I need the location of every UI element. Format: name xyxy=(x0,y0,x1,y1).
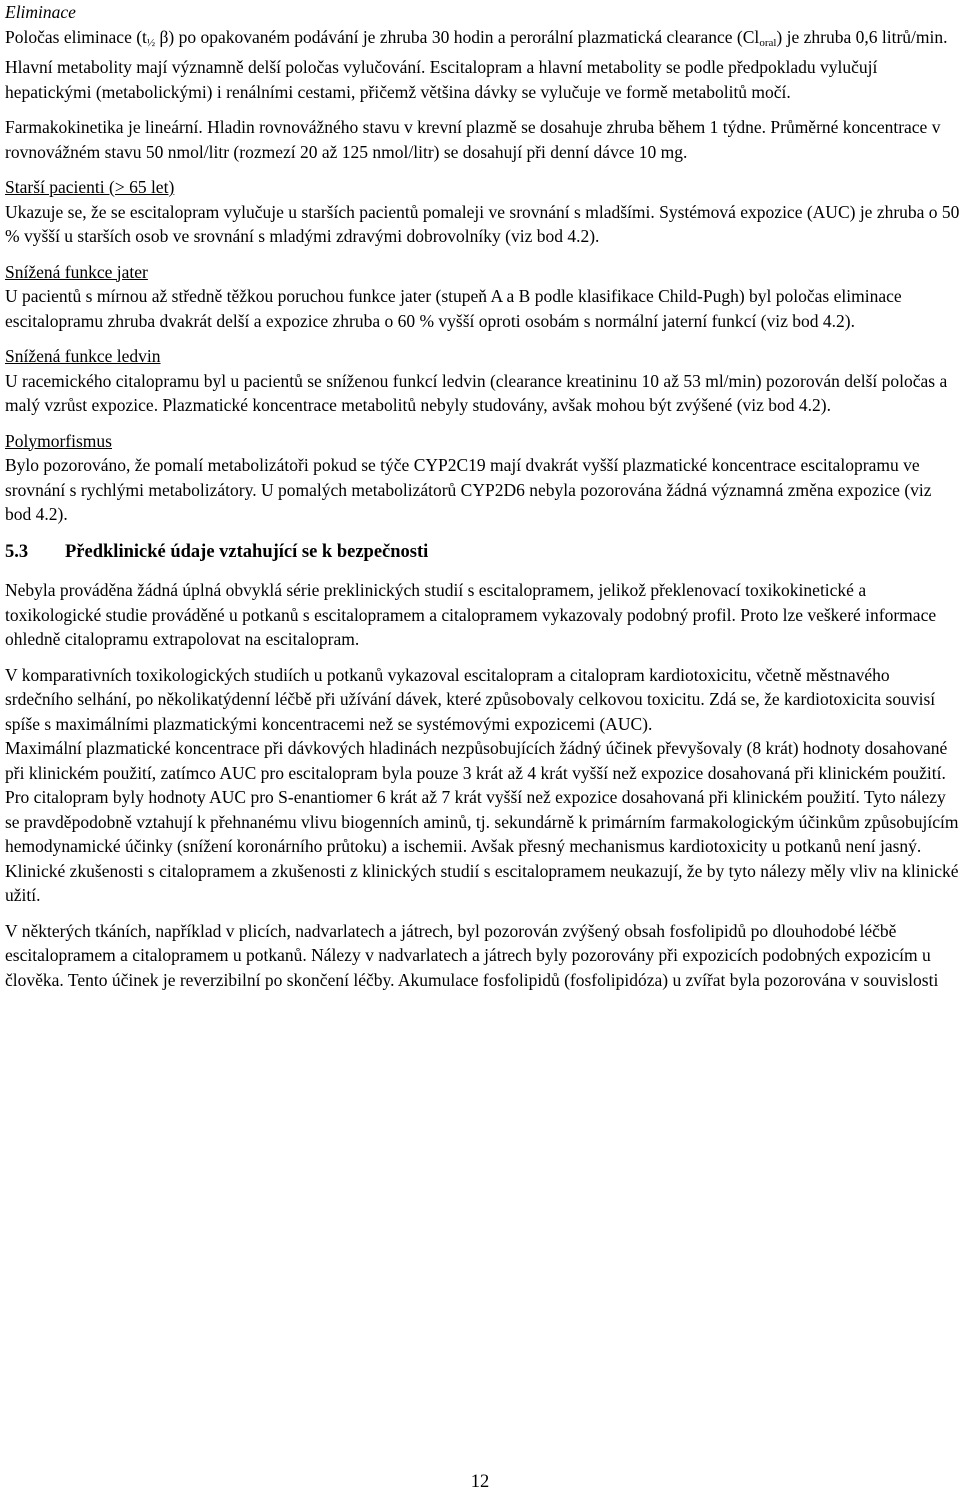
section-number: 5.3 xyxy=(5,541,29,562)
renal-heading: Snížená funkce ledvin xyxy=(5,346,161,366)
elderly-paragraph: Ukazuje se, že se escitalopram vylučuje u starších pacientů pomaleji ve srovnání s mladšími. Systémová expozice (AUC) je zhruba o 50 % vyšší u starších osob ve srovnání s mladými zdravými dobrovolníky (viz bod 4.2). xyxy=(5,201,960,246)
polymorphism-heading: Polymorfismus xyxy=(5,430,112,451)
preclinical-paragraph-2: V komparativních toxikologických studiích u potkanů vykazoval escitalopram a citalopram kardiotoxicitu, včetně městnavého srdečního selhání, po několikatýdenní léčbě při užívání dávek, které způsobovaly celkovou toxicitu. Zdá se, že kardiotoxicita souvisí spíše s maximálními plazmatickými koncentracemi než se systémovými expozicemi (AUC). xyxy=(5,664,936,734)
section-title: Předklinické údaje vztahující se k bezpečnosti xyxy=(65,541,429,562)
page-number: 12 xyxy=(470,1472,490,1492)
renal-paragraph: U racemického citalopramu byl u pacientů se sníženou funkcí ledvin (clearance kreatininu 10 až 53 ml/min) pozorován delší poločas a malý vzrůst expozice. Plazmatické koncentrace metabolitů nebyly studovány, avšak mohou být zvýšené (viz bod 4.2). xyxy=(5,370,948,415)
elderly-heading: Starší pacienti (> 65 let) xyxy=(5,177,175,197)
section-heading xyxy=(5,540,960,565)
linearity-paragraph: Farmakokinetika je lineární. Hladin rovnovážného stavu v krevní plazmě se dosahuje zhruba během 1 týdne. Průměrné koncentrace v rovnovážném stavu 50 nmol/litr (rozmezí 20 až 125 nmol/litr) se dosahují při denní dávce 10 mg. xyxy=(5,117,941,162)
hepatic-paragraph: U pacientů s mírnou až středně těžkou poruchou funkce jater (stupeň A a B podle klasifikace Child-Pugh) byl poločas eliminace escitalopramu zhruba dvakrát delší a expozice zhruba o 60 % vyšší oproti osobám s normální jaterní funkcí (viz bod 4.2). xyxy=(5,286,902,331)
elimination-heading: Eliminace xyxy=(5,2,76,22)
hepatic-heading: Snížená funkce jater xyxy=(5,261,148,282)
preclinical-paragraph-4: V některých tkáních, například v plicích, nadvarlatech a játrech, byl pozorován zvýšený obsah fosfolipidů po dlouhodobé léčbě escitalopramem a citalopramem u potkanů. Nálezy v nadvarlatech a játrech byly pozorovány při expozicích podobných expozicím u člověka. Tento účinek je reverzibilní po skončení léčby. Akumulace fosfolipidů (fosfolipidóza) u zvířat byla pozorována v souvislosti xyxy=(5,920,939,990)
polymorphism-paragraph: Bylo pozorováno, že pomalí metabolizátoři pokud se týče CYP2C19 mají dvakrát vyšší plazmatické koncentrace escitalopramu ve srovnání s rychlými metabolizátory. U pomalých metabolizátorů CYP2D6 nebyla pozorována žádná významná změna expozice (viz bod 4.2). xyxy=(5,455,932,524)
preclinical-paragraph-3: Maximální plazmatické koncentrace při dávkových hladinách nezpůsobujících žádný účinek převyšovaly (8 krát) hodnoty dosahované při klinickém použití, zatímco AUC pro escitalopram byla pouze 3 krát až 4 krát vyšší než expozice dosahovaná při klinickém použití. Pro citalopram byly hodnoty AUC pro S-enantiomer 6 krát až 7 krát vyšší než expozice dosahovaná při klinickém použití. Tyto nálezy se pravděpodobně vztahují k přehnanému vlivu biogenních aminů, tj. sekundárně k primárním farmakologickým účinkům způsobujícím hemodynamické účinky (snížení koronárního průtoku) a ischemii. Avšak přesný mechanismus kardiotoxicity u potkanů není jasný. Klinické zkušenosti s citalopramem a zkušenosti z klinických studií s escitalopramem neukazují, že by tyto nálezy měly vliv na klinické užití. xyxy=(5,738,959,905)
elimination-paragraph: Poločas eliminace ($t_{\frac{1}{2}}$ β) po opakovaném podávání je zhruba 30 hodin a perorální plazmatická clearance $(Cl_{oral})$ je zhruba 0,6 litrů/min. Hlavní metabolity mají významně delší poločas vylučování. Escitalopram a hlavní metabolity se podle předpokladu vylučují hepatickými (metabolickými) i renálními cestami, přičemž většina dávky se vylučuje ve formě metabolitů močí. xyxy=(5,26,948,102)
document-page xyxy=(5,0,960,992)
preclinical-paragraph-1: Nebyla prováděna žádná úplná obvyklá série preklinických studií s escitalopramem, jelikož překlenovací toxikokinetické a toxikologické studie prováděné u potkanů s escitalopramem a citalopramem vykazovaly podobný profil. Proto lze veškeré informace ohledně citalopramu extrapolovat na escitalopram. xyxy=(5,580,937,649)
